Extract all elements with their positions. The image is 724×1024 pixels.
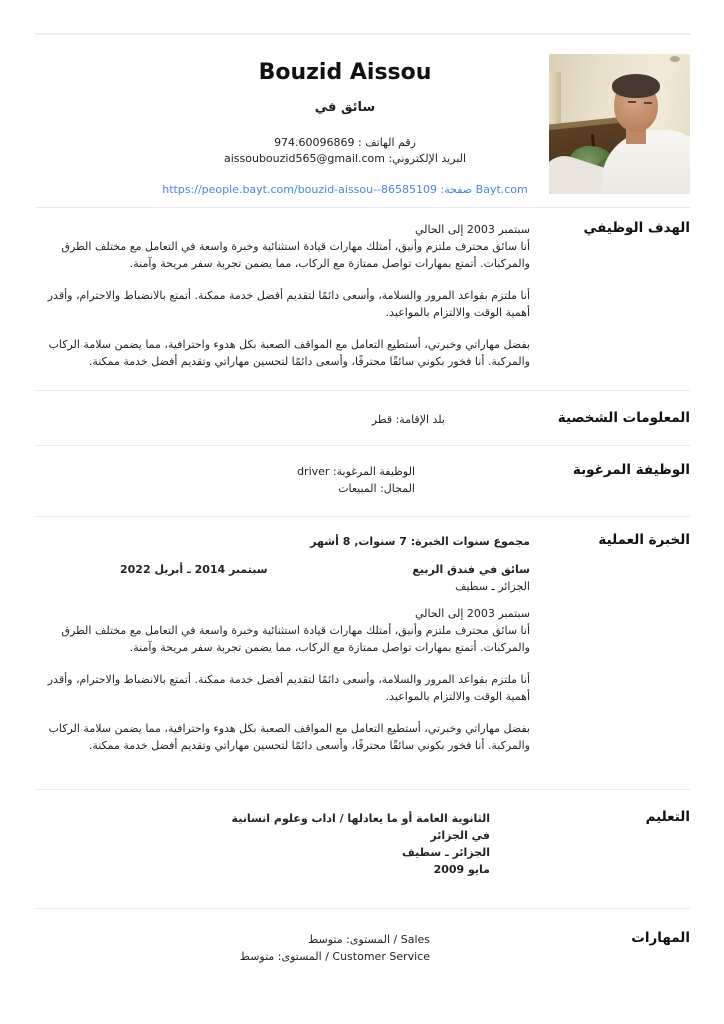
section-title-education: التعليم: [645, 809, 690, 825]
profile-photo: [549, 54, 690, 194]
objective-paragraph: أنا ملتزم بقواعد المرور والسلامة، وأسعى دائمًا لتقديم أفضل خدمة ممكنة. أتمتع بالانضباط والاحترام، وأقدر أهمية الوقت والالتزام بالمواعيد.: [47, 289, 530, 319]
experience-total: مجموع سنوات الخبرة: 7 سنوات, 8 أشهر: [310, 535, 530, 548]
section-objective: [0, 208, 724, 390]
experience-paragraph: أنا سائق محترف ملتزم وأنيق، أمتلك مهارات قيادة استثنائية وخبرة واسعة في التعامل مع مختلف الطرق والمركبات. أتمتع بمهارات تواصل ممتازة مع الركاب، مما يضمن تجربة سفر مريحة وآمنة.: [61, 624, 530, 654]
objective-paragraph: بفضل مهاراتي وخبرتي، أستطيع التعامل مع المواقف الصعبة بكل هدوء واحترافية، مما يضمن سلامة الركاب والمركبة. أنا فخور بكوني سائقًا محترفًا، وأسعى دائمًا لتحسين مهاراتي وتقديم أفضل خدمة ممكنة.: [48, 338, 530, 368]
section-personal-info: [0, 391, 724, 445]
skill-item: Sales / المستوى: متوسط: [308, 933, 430, 946]
experience-job-dates: سبتمبر 2014 ـ أبريل 2022: [120, 563, 268, 576]
objective-body: [35, 221, 530, 370]
photo-eyebrow-right: [628, 101, 636, 103]
photo-ceiling-fixture: [670, 56, 680, 62]
education-entry: [222, 810, 490, 878]
target-job-field: المجال: المبيعات: [338, 482, 415, 495]
experience-job-location: الجزائر ـ سطيف: [455, 580, 530, 593]
section-skills: [0, 909, 724, 1005]
candidate-job-title: سائق في: [314, 100, 376, 115]
education-date: مايو 2009: [433, 863, 490, 876]
experience-job-title: سائق في فندق الربيع: [412, 563, 530, 576]
email-line[interactable]: البريد الإلكتروني: aissoubouzid565@gmail.com: [223, 152, 467, 165]
section-title-experience: الخبرة العملية: [598, 532, 690, 548]
experience-body: [35, 533, 530, 754]
photo-eyebrow-left: [644, 102, 652, 104]
skill-item: Customer Service / المستوى: متوسط: [239, 950, 430, 963]
objective-paragraph: أنا سائق محترف ملتزم وأنيق، أمتلك مهارات قيادة استثنائية وخبرة واسعة في التعامل مع مختلف الطرق والمركبات. أتمتع بمهارات تواصل ممتازة مع الركاب، مما يضمن تجربة سفر مريحة وآمنة.: [61, 240, 530, 270]
section-title-objective: الهدف الوظيفي: [583, 220, 690, 236]
education-degree: الثانوية العامة أو ما يعادلها / اداب وعلوم انسانية في الجزائر: [231, 812, 490, 842]
section-experience: [0, 517, 724, 789]
experience-period: سبتمبر 2003 إلى الحالي: [414, 607, 530, 620]
cv-header: [35, 35, 690, 207]
candidate-name: Bouzid Aissou: [258, 60, 432, 85]
education-location: الجزائر ـ سطيف: [402, 846, 490, 859]
experience-job-row: [35, 561, 530, 578]
section-title-skills: المهارات: [631, 930, 690, 946]
residence-country: بلد الإقامة: قطر: [371, 413, 445, 426]
personal-info-body: [35, 411, 530, 428]
bayt-profile-link[interactable]: Bayt.com صفحة: https://people.bayt.com/bouzid-aissou--86585109: [162, 183, 528, 196]
section-title-target-job: الوظيفة المرغوبة: [572, 462, 690, 478]
section-target-job: [0, 446, 724, 516]
section-title-personal-info: المعلومات الشخصية: [557, 410, 690, 426]
experience-paragraph: أنا ملتزم بقواعد المرور والسلامة، وأسعى دائمًا لتقديم أفضل خدمة ممكنة. أتمتع بالانضباط والاحترام، وأقدر أهمية الوقت والالتزام بالمواعيد.: [47, 673, 530, 703]
target-job-body: [35, 463, 530, 497]
experience-paragraph: بفضل مهاراتي وخبرتي، أستطيع التعامل مع المواقف الصعبة بكل هدوء واحترافية، مما يضمن سلامة الركاب والمركبة. أنا فخور بكوني سائقًا محترفًا، وأسعى دائمًا لتحسين مهاراتي وتقديم أفضل خدمة ممكنة.: [48, 722, 530, 752]
phone-line: رقم الهاتف : 974.60096869: [274, 136, 416, 149]
education-body: [35, 810, 530, 878]
target-job-role: الوظيفة المرغوبة: driver: [297, 465, 415, 478]
objective-date-range: سبتمبر 2003 إلى الحالي: [414, 223, 530, 236]
photo-hair: [612, 74, 660, 98]
skills-body: [35, 931, 530, 965]
section-education: [0, 790, 724, 908]
